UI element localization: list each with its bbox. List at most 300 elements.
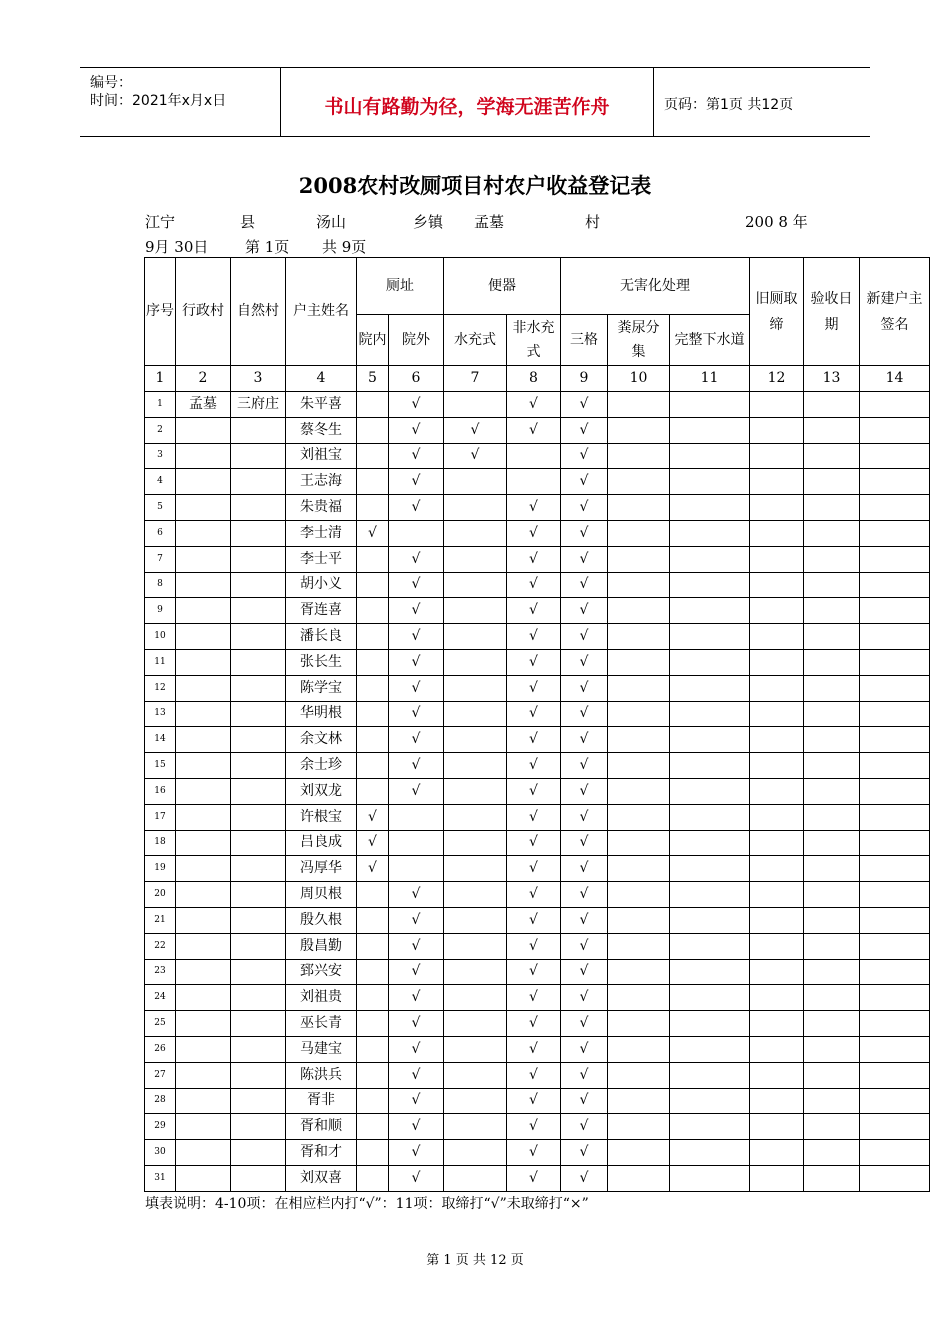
row-householder-name: 李士平 xyxy=(286,546,357,572)
row-separate-cell[interactable] xyxy=(608,392,670,418)
row-natural-village xyxy=(231,701,286,727)
row-admin-village xyxy=(176,959,231,985)
row-new-sign-cell[interactable] xyxy=(860,753,930,779)
table-row xyxy=(145,495,930,521)
row-new-sign-cell[interactable] xyxy=(860,572,930,598)
row-accept-date-cell[interactable] xyxy=(804,753,860,779)
row-old-toilet-cell[interactable] xyxy=(750,1165,804,1191)
row-flush-check xyxy=(444,392,507,418)
row-sewer-cell[interactable] xyxy=(670,598,750,624)
row-sewer-cell[interactable] xyxy=(670,701,750,727)
page-label: 页码：第1页 共12页 xyxy=(664,97,794,113)
row-flush-check xyxy=(444,727,507,753)
row-new-sign-cell[interactable] xyxy=(860,1036,930,1062)
row-separate-cell[interactable] xyxy=(608,907,670,933)
row-sewer-cell[interactable] xyxy=(670,778,750,804)
row-separate-cell[interactable] xyxy=(608,778,670,804)
row-old-toilet-cell[interactable] xyxy=(750,392,804,418)
column-number: 5 xyxy=(357,366,389,392)
row-sewer-cell[interactable] xyxy=(670,1011,750,1037)
row-householder-name: 刘祖贵 xyxy=(286,985,357,1011)
row-accept-date-cell[interactable] xyxy=(804,443,860,469)
row-flush-check xyxy=(444,1140,507,1166)
row-old-toilet-cell[interactable] xyxy=(750,804,804,830)
row-seq: 12 xyxy=(145,675,176,701)
info-total: 共 9页 xyxy=(322,238,367,256)
row-old-toilet-cell[interactable] xyxy=(750,985,804,1011)
row-householder-name: 刘祖宝 xyxy=(286,443,357,469)
row-new-sign-cell[interactable] xyxy=(860,649,930,675)
row-sewer-cell[interactable] xyxy=(670,959,750,985)
row-sewer-cell[interactable] xyxy=(670,1140,750,1166)
row-flush-check xyxy=(444,675,507,701)
row-accept-date-cell[interactable] xyxy=(804,572,860,598)
header-separate: 粪尿分集 xyxy=(608,315,670,366)
row-flush-check xyxy=(444,933,507,959)
row-new-sign-cell[interactable] xyxy=(860,985,930,1011)
row-admin-village xyxy=(176,933,231,959)
row-admin-village xyxy=(176,804,231,830)
row-natural-village xyxy=(231,1140,286,1166)
row-separate-cell[interactable] xyxy=(608,701,670,727)
row-separate-cell[interactable] xyxy=(608,417,670,443)
row-old-toilet-cell[interactable] xyxy=(750,1088,804,1114)
row-new-sign-cell[interactable] xyxy=(860,1011,930,1037)
row-accept-date-cell[interactable] xyxy=(804,1140,860,1166)
row-accept-date-cell[interactable] xyxy=(804,985,860,1011)
row-separate-cell[interactable] xyxy=(608,1114,670,1140)
row-seq: 6 xyxy=(145,520,176,546)
info-town-unit: 乡镇 xyxy=(413,213,444,231)
row-nonflush-check xyxy=(507,469,561,495)
row-nonflush-check: √ xyxy=(507,1062,561,1088)
column-number: 4 xyxy=(286,366,357,392)
row-admin-village xyxy=(176,572,231,598)
row-accept-date-cell[interactable] xyxy=(804,701,860,727)
row-natural-village xyxy=(231,907,286,933)
row-admin-village xyxy=(176,1011,231,1037)
row-new-sign-cell[interactable] xyxy=(860,443,930,469)
row-seq: 9 xyxy=(145,598,176,624)
row-old-toilet-cell[interactable] xyxy=(750,572,804,598)
row-nonflush-check: √ xyxy=(507,830,561,856)
row-sewer-cell[interactable] xyxy=(670,675,750,701)
row-accept-date-cell[interactable] xyxy=(804,1062,860,1088)
row-natural-village xyxy=(231,417,286,443)
row-separate-cell[interactable] xyxy=(608,959,670,985)
row-accept-date-cell[interactable] xyxy=(804,856,860,882)
row-householder-name: 潘长良 xyxy=(286,624,357,650)
row-flush-check xyxy=(444,701,507,727)
row-seq: 14 xyxy=(145,727,176,753)
row-indoor-check xyxy=(357,753,389,779)
row-new-sign-cell[interactable] xyxy=(860,417,930,443)
row-separate-cell[interactable] xyxy=(608,1062,670,1088)
row-sewer-cell[interactable] xyxy=(670,624,750,650)
fill-instructions: 填表说明：4-10项：在相应栏内打“√”：11项：取缔打“√”未取缔打“×” xyxy=(145,1196,589,1212)
register-table xyxy=(144,257,930,1192)
row-separate-cell[interactable] xyxy=(608,1036,670,1062)
row-nonflush-check: √ xyxy=(507,572,561,598)
row-old-toilet-cell[interactable] xyxy=(750,469,804,495)
header-harmless: 无害化处理 xyxy=(561,258,750,315)
row-new-sign-cell[interactable] xyxy=(860,830,930,856)
row-sewer-cell[interactable] xyxy=(670,1088,750,1114)
row-old-toilet-cell[interactable] xyxy=(750,520,804,546)
row-separate-cell[interactable] xyxy=(608,624,670,650)
row-admin-village xyxy=(176,1088,231,1114)
row-separate-cell[interactable] xyxy=(608,727,670,753)
row-sewer-cell[interactable] xyxy=(670,1165,750,1191)
row-old-toilet-cell[interactable] xyxy=(750,675,804,701)
row-new-sign-cell[interactable] xyxy=(860,624,930,650)
row-outdoor-check: √ xyxy=(389,753,444,779)
row-new-sign-cell[interactable] xyxy=(860,1062,930,1088)
row-natural-village xyxy=(231,804,286,830)
row-householder-name: 吕良成 xyxy=(286,830,357,856)
row-accept-date-cell[interactable] xyxy=(804,520,860,546)
row-sewer-cell[interactable] xyxy=(670,572,750,598)
column-number: 2 xyxy=(176,366,231,392)
row-nonflush-check: √ xyxy=(507,907,561,933)
row-new-sign-cell[interactable] xyxy=(860,495,930,521)
row-flush-check xyxy=(444,520,507,546)
row-indoor-check xyxy=(357,882,389,908)
row-outdoor-check: √ xyxy=(389,546,444,572)
row-householder-name: 殷久根 xyxy=(286,907,357,933)
row-accept-date-cell[interactable] xyxy=(804,804,860,830)
table-row xyxy=(145,907,930,933)
row-new-sign-cell[interactable] xyxy=(860,598,930,624)
row-seq: 4 xyxy=(145,469,176,495)
row-nonflush-check: √ xyxy=(507,882,561,908)
row-sewer-cell[interactable] xyxy=(670,546,750,572)
row-sewer-cell[interactable] xyxy=(670,469,750,495)
row-separate-cell[interactable] xyxy=(608,546,670,572)
row-sewer-cell[interactable] xyxy=(670,804,750,830)
row-separate-cell[interactable] xyxy=(608,1011,670,1037)
row-new-sign-cell[interactable] xyxy=(860,907,930,933)
row-flush-check xyxy=(444,546,507,572)
row-old-toilet-cell[interactable] xyxy=(750,1140,804,1166)
row-old-toilet-cell[interactable] xyxy=(750,907,804,933)
row-natural-village xyxy=(231,1165,286,1191)
row-sewer-cell[interactable] xyxy=(670,830,750,856)
row-three-grid-check: √ xyxy=(561,624,608,650)
row-sewer-cell[interactable] xyxy=(670,495,750,521)
row-seq: 30 xyxy=(145,1140,176,1166)
row-seq: 21 xyxy=(145,907,176,933)
row-accept-date-cell[interactable] xyxy=(804,907,860,933)
row-householder-name: 朱贵福 xyxy=(286,495,357,521)
table-row xyxy=(145,624,930,650)
row-householder-name: 陈洪兵 xyxy=(286,1062,357,1088)
row-separate-cell[interactable] xyxy=(608,675,670,701)
row-old-toilet-cell[interactable] xyxy=(750,933,804,959)
row-accept-date-cell[interactable] xyxy=(804,649,860,675)
row-seq: 26 xyxy=(145,1036,176,1062)
row-flush-check xyxy=(444,1165,507,1191)
row-three-grid-check: √ xyxy=(561,959,608,985)
row-admin-village xyxy=(176,1062,231,1088)
row-admin-village xyxy=(176,753,231,779)
row-outdoor-check: √ xyxy=(389,572,444,598)
row-outdoor-check: √ xyxy=(389,1114,444,1140)
row-three-grid-check: √ xyxy=(561,778,608,804)
row-admin-village xyxy=(176,675,231,701)
row-new-sign-cell[interactable] xyxy=(860,1114,930,1140)
row-accept-date-cell[interactable] xyxy=(804,933,860,959)
row-three-grid-check: √ xyxy=(561,469,608,495)
row-accept-date-cell[interactable] xyxy=(804,624,860,650)
row-three-grid-check: √ xyxy=(561,907,608,933)
row-flush-check xyxy=(444,1062,507,1088)
row-indoor-check xyxy=(357,933,389,959)
header-page-cell xyxy=(654,68,870,136)
row-nonflush-check: √ xyxy=(507,933,561,959)
row-householder-name: 余士珍 xyxy=(286,753,357,779)
row-separate-cell[interactable] xyxy=(608,933,670,959)
row-accept-date-cell[interactable] xyxy=(804,959,860,985)
row-separate-cell[interactable] xyxy=(608,495,670,521)
header-toilet-site: 厕址 xyxy=(357,258,444,315)
row-new-sign-cell[interactable] xyxy=(860,727,930,753)
row-sewer-cell[interactable] xyxy=(670,649,750,675)
header-row-1 xyxy=(145,258,930,315)
row-householder-name: 胥非 xyxy=(286,1088,357,1114)
column-number: 9 xyxy=(561,366,608,392)
row-nonflush-check: √ xyxy=(507,856,561,882)
row-flush-check xyxy=(444,624,507,650)
row-old-toilet-cell[interactable] xyxy=(750,417,804,443)
row-sewer-cell[interactable] xyxy=(670,856,750,882)
row-accept-date-cell[interactable] xyxy=(804,495,860,521)
table-row xyxy=(145,1036,930,1062)
row-new-sign-cell[interactable] xyxy=(860,675,930,701)
row-separate-cell[interactable] xyxy=(608,649,670,675)
row-accept-date-cell[interactable] xyxy=(804,546,860,572)
row-householder-name: 华明根 xyxy=(286,701,357,727)
row-new-sign-cell[interactable] xyxy=(860,1088,930,1114)
row-old-toilet-cell[interactable] xyxy=(750,649,804,675)
row-accept-date-cell[interactable] xyxy=(804,469,860,495)
row-nonflush-check: √ xyxy=(507,1011,561,1037)
row-separate-cell[interactable] xyxy=(608,804,670,830)
row-sewer-cell[interactable] xyxy=(670,417,750,443)
row-sewer-cell[interactable] xyxy=(670,882,750,908)
row-accept-date-cell[interactable] xyxy=(804,417,860,443)
row-indoor-check xyxy=(357,1036,389,1062)
row-indoor-check xyxy=(357,907,389,933)
row-indoor-check: √ xyxy=(357,856,389,882)
row-sewer-cell[interactable] xyxy=(670,985,750,1011)
row-new-sign-cell[interactable] xyxy=(860,856,930,882)
header-meta-cell xyxy=(80,68,281,136)
row-nonflush-check: √ xyxy=(507,1036,561,1062)
header-householder: 户主姓名 xyxy=(286,258,357,366)
row-natural-village: 三府庄 xyxy=(231,392,286,418)
row-three-grid-check: √ xyxy=(561,1088,608,1114)
row-indoor-check xyxy=(357,572,389,598)
row-sewer-cell[interactable] xyxy=(670,907,750,933)
row-outdoor-check: √ xyxy=(389,443,444,469)
row-natural-village xyxy=(231,933,286,959)
row-accept-date-cell[interactable] xyxy=(804,675,860,701)
row-sewer-cell[interactable] xyxy=(670,727,750,753)
row-new-sign-cell[interactable] xyxy=(860,701,930,727)
row-new-sign-cell[interactable] xyxy=(860,1140,930,1166)
row-indoor-check xyxy=(357,985,389,1011)
row-householder-name: 李士清 xyxy=(286,520,357,546)
row-accept-date-cell[interactable] xyxy=(804,778,860,804)
row-new-sign-cell[interactable] xyxy=(860,804,930,830)
row-seq: 23 xyxy=(145,959,176,985)
row-new-sign-cell[interactable] xyxy=(860,882,930,908)
table-row xyxy=(145,856,930,882)
table-row xyxy=(145,882,930,908)
row-separate-cell[interactable] xyxy=(608,882,670,908)
row-outdoor-check: √ xyxy=(389,882,444,908)
row-old-toilet-cell[interactable] xyxy=(750,546,804,572)
row-new-sign-cell[interactable] xyxy=(860,392,930,418)
row-new-sign-cell[interactable] xyxy=(860,469,930,495)
header-flush: 水充式 xyxy=(444,315,507,366)
row-new-sign-cell[interactable] xyxy=(860,1165,930,1191)
row-separate-cell[interactable] xyxy=(608,830,670,856)
row-accept-date-cell[interactable] xyxy=(804,1036,860,1062)
row-old-toilet-cell[interactable] xyxy=(750,1062,804,1088)
row-old-toilet-cell[interactable] xyxy=(750,598,804,624)
row-admin-village xyxy=(176,778,231,804)
row-old-toilet-cell[interactable] xyxy=(750,856,804,882)
row-accept-date-cell[interactable] xyxy=(804,1088,860,1114)
row-sewer-cell[interactable] xyxy=(670,392,750,418)
row-new-sign-cell[interactable] xyxy=(860,520,930,546)
row-new-sign-cell[interactable] xyxy=(860,778,930,804)
row-new-sign-cell[interactable] xyxy=(860,546,930,572)
row-old-toilet-cell[interactable] xyxy=(750,495,804,521)
row-sewer-cell[interactable] xyxy=(670,1036,750,1062)
row-accept-date-cell[interactable] xyxy=(804,1165,860,1191)
row-natural-village xyxy=(231,1011,286,1037)
row-flush-check: √ xyxy=(444,417,507,443)
row-accept-date-cell[interactable] xyxy=(804,882,860,908)
row-seq: 17 xyxy=(145,804,176,830)
row-three-grid-check: √ xyxy=(561,443,608,469)
row-separate-cell[interactable] xyxy=(608,572,670,598)
row-new-sign-cell[interactable] xyxy=(860,959,930,985)
row-old-toilet-cell[interactable] xyxy=(750,1036,804,1062)
row-indoor-check xyxy=(357,1114,389,1140)
row-old-toilet-cell[interactable] xyxy=(750,959,804,985)
row-old-toilet-cell[interactable] xyxy=(750,882,804,908)
row-householder-name: 朱平喜 xyxy=(286,392,357,418)
row-natural-village xyxy=(231,469,286,495)
row-old-toilet-cell[interactable] xyxy=(750,778,804,804)
row-separate-cell[interactable] xyxy=(608,520,670,546)
row-old-toilet-cell[interactable] xyxy=(750,624,804,650)
row-separate-cell[interactable] xyxy=(608,985,670,1011)
info-county: 江宁 xyxy=(145,213,176,231)
row-separate-cell[interactable] xyxy=(608,443,670,469)
row-sewer-cell[interactable] xyxy=(670,443,750,469)
row-separate-cell[interactable] xyxy=(608,598,670,624)
row-outdoor-check: √ xyxy=(389,675,444,701)
row-seq: 11 xyxy=(145,649,176,675)
row-three-grid-check: √ xyxy=(561,933,608,959)
row-accept-date-cell[interactable] xyxy=(804,392,860,418)
column-number: 8 xyxy=(507,366,561,392)
row-admin-village xyxy=(176,469,231,495)
table-row xyxy=(145,417,930,443)
row-outdoor-check: √ xyxy=(389,985,444,1011)
row-new-sign-cell[interactable] xyxy=(860,933,930,959)
row-admin-village xyxy=(176,1165,231,1191)
row-natural-village xyxy=(231,1062,286,1088)
row-nonflush-check: √ xyxy=(507,804,561,830)
row-accept-date-cell[interactable] xyxy=(804,830,860,856)
table-row xyxy=(145,392,930,418)
row-seq: 15 xyxy=(145,753,176,779)
row-old-toilet-cell[interactable] xyxy=(750,727,804,753)
row-separate-cell[interactable] xyxy=(608,469,670,495)
row-accept-date-cell[interactable] xyxy=(804,1114,860,1140)
row-old-toilet-cell[interactable] xyxy=(750,443,804,469)
row-accept-date-cell[interactable] xyxy=(804,1011,860,1037)
row-sewer-cell[interactable] xyxy=(670,520,750,546)
row-old-toilet-cell[interactable] xyxy=(750,1114,804,1140)
row-indoor-check: √ xyxy=(357,830,389,856)
row-sewer-cell[interactable] xyxy=(670,1062,750,1088)
row-separate-cell[interactable] xyxy=(608,1165,670,1191)
row-flush-check xyxy=(444,1114,507,1140)
row-old-toilet-cell[interactable] xyxy=(750,753,804,779)
row-old-toilet-cell[interactable] xyxy=(750,830,804,856)
row-sewer-cell[interactable] xyxy=(670,1114,750,1140)
row-separate-cell[interactable] xyxy=(608,856,670,882)
row-separate-cell[interactable] xyxy=(608,753,670,779)
row-seq: 5 xyxy=(145,495,176,521)
row-indoor-check xyxy=(357,1140,389,1166)
table-row xyxy=(145,933,930,959)
info-county-unit: 县 xyxy=(240,213,256,231)
row-old-toilet-cell[interactable] xyxy=(750,701,804,727)
row-outdoor-check xyxy=(389,804,444,830)
row-separate-cell[interactable] xyxy=(608,1140,670,1166)
row-nonflush-check: √ xyxy=(507,1140,561,1166)
row-accept-date-cell[interactable] xyxy=(804,598,860,624)
row-natural-village xyxy=(231,495,286,521)
row-sewer-cell[interactable] xyxy=(670,753,750,779)
row-accept-date-cell[interactable] xyxy=(804,727,860,753)
row-indoor-check xyxy=(357,701,389,727)
row-separate-cell[interactable] xyxy=(608,1088,670,1114)
row-nonflush-check: √ xyxy=(507,778,561,804)
column-number: 6 xyxy=(389,366,444,392)
row-admin-village xyxy=(176,1036,231,1062)
row-admin-village xyxy=(176,907,231,933)
row-flush-check xyxy=(444,907,507,933)
row-indoor-check xyxy=(357,1062,389,1088)
row-seq: 29 xyxy=(145,1114,176,1140)
motto: 书山有路勤为径，学海无涯苦作舟 xyxy=(324,96,610,118)
info-town: 汤山 xyxy=(316,213,347,231)
row-nonflush-check: √ xyxy=(507,649,561,675)
row-outdoor-check: √ xyxy=(389,727,444,753)
row-old-toilet-cell[interactable] xyxy=(750,1011,804,1037)
row-householder-name: 巫长青 xyxy=(286,1011,357,1037)
row-sewer-cell[interactable] xyxy=(670,933,750,959)
